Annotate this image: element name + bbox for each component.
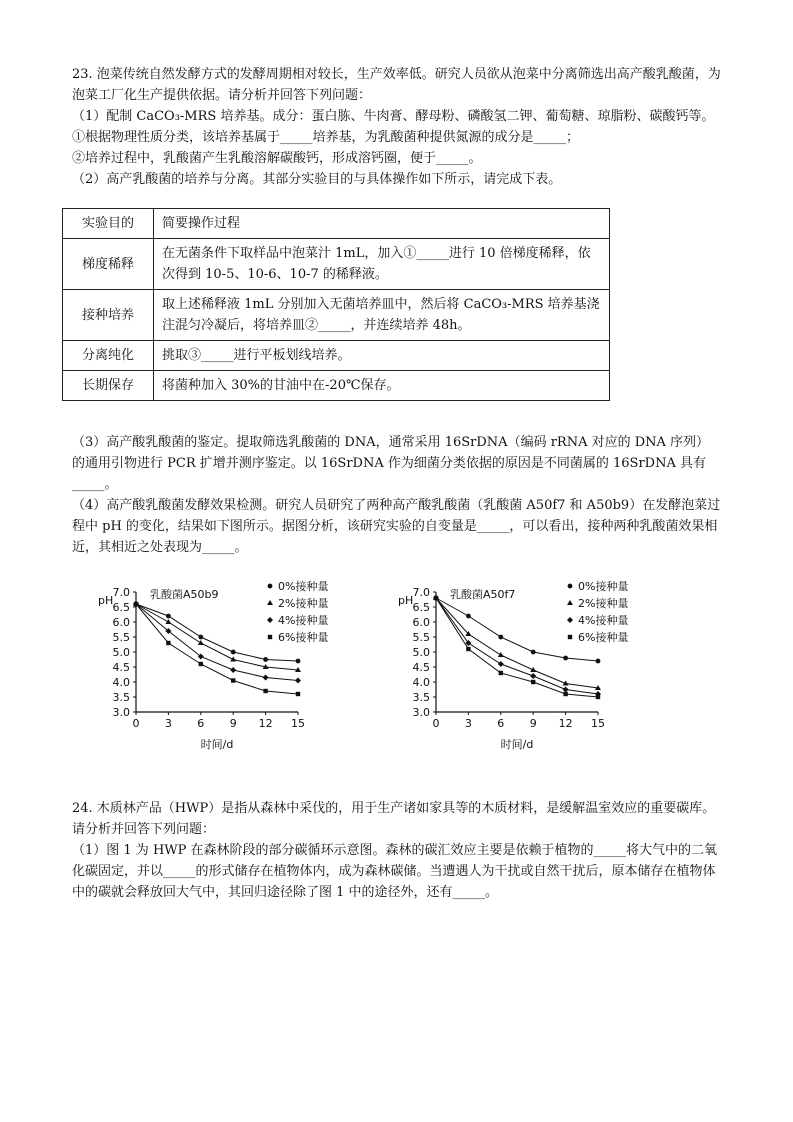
x-tick-label: 12 (258, 717, 273, 730)
x-tick-label: 0 (432, 717, 440, 730)
y-tick-label: 4.5 (412, 661, 430, 674)
y-axis-label: pH (398, 594, 414, 607)
q23-part1-b: ②培养过程中，乳酸菌产生乳酸溶解碳酸钙，形成溶钙圈，便于_____。 (72, 151, 482, 166)
y-tick-label: 5.0 (112, 646, 130, 659)
legend-label: 6%接种量 (578, 631, 629, 644)
data-point (134, 602, 138, 606)
y-tick-label: 6.0 (412, 616, 430, 629)
x-tick-label: 12 (558, 717, 573, 730)
data-point (231, 650, 236, 655)
legend-label: 2%接种量 (578, 597, 629, 610)
x-tick-label: 3 (464, 717, 472, 730)
x-tick-label: 9 (529, 717, 537, 730)
data-point (198, 635, 203, 640)
y-tick-label: 7.0 (112, 586, 130, 599)
ph-chart-a50b9 (80, 580, 400, 760)
legend-label: 0%接种量 (578, 580, 629, 593)
data-point (263, 675, 269, 681)
y-tick-label: 4.5 (112, 661, 130, 674)
data-point (466, 647, 470, 651)
data-point (295, 678, 301, 684)
q24-part1: （1）图 1 为 HWP 在森林阶段的部分碳循环示意图。森林的碳汇效应主要是依赖于植物的_____将大气中的二氧化碳固定，并以_____的形式储存在植物体内，成为森林碳储。当遭遇人为干扰或自然干扰后，原本储存在植物体中的碳就会释放回大气中，其回归途径除了图 1 中的途径外，还有_____。 (72, 843, 718, 900)
data-point (596, 695, 600, 699)
x-axis-label: 时间/d (200, 738, 234, 751)
x-tick-label: 15 (291, 717, 305, 730)
data-point (498, 661, 504, 667)
q23-part1: （1）配制 CaCO₃-MRS 培养基。成分：蛋白胨、牛肉膏、酵母粉、磷酸氢二钾、葡萄糖、琼脂粉、碳酸钙等。 (72, 109, 715, 124)
data-point (563, 687, 569, 693)
table-row (63, 371, 610, 401)
legend-marker (567, 600, 573, 605)
y-tick-label: 4.0 (412, 676, 430, 689)
y-tick-label: 6.5 (412, 601, 430, 614)
table-cell-purpose: 长期保存 (63, 371, 154, 401)
data-point (498, 635, 503, 640)
data-point (198, 640, 204, 645)
y-axis-label: pH (98, 594, 114, 607)
series-line (136, 604, 298, 681)
q23-part1-a: ①根据物理性质分类，该培养基属于_____培养基，为乳酸菌种提供氮源的成分是_____； (72, 130, 580, 145)
table-row (63, 341, 610, 371)
y-tick-label: 5.0 (412, 646, 430, 659)
legend-marker (268, 635, 272, 639)
data-point (230, 667, 236, 673)
x-tick-label: 9 (229, 717, 237, 730)
table-cell-purpose: 梯度稀释 (63, 239, 154, 290)
legend-label: 0%接种量 (278, 580, 329, 593)
data-point (563, 656, 568, 661)
data-point (499, 671, 503, 675)
y-tick-label: 5.5 (112, 631, 130, 644)
experiment-table (62, 208, 610, 401)
legend-label: 4%接种量 (578, 614, 629, 627)
q23-intro: 23. 泡菜传统自然发酵方式的发酵周期相对较长，生产效率低。研究人员欲从泡菜中分离筛选出高产酸乳酸菌，为泡菜工厂化生产提供依据。请分析并回答下列问题： (72, 67, 721, 103)
y-tick-label: 5.5 (412, 631, 430, 644)
legend-label: 6%接种量 (278, 631, 329, 644)
x-tick-label: 6 (497, 717, 505, 730)
data-point (296, 659, 301, 664)
chart-title: 乳酸菌A50b9 (150, 588, 219, 601)
y-tick-label: 7.0 (412, 586, 430, 599)
legend-labels (578, 580, 628, 644)
table-header-row (63, 209, 610, 239)
data-point (199, 662, 203, 666)
y-tick-label: 3.5 (412, 691, 430, 704)
legend-marker (267, 617, 273, 623)
x-tick-label: 3 (164, 717, 172, 730)
table-row (63, 290, 610, 341)
legend-marker (568, 635, 572, 639)
y-tick-label: 4.0 (112, 676, 130, 689)
q24-intro: 24. 木质林产品（HWP）是指从森林中采伐的，用于生产诸如家具等的木质材料，是缓解温室效应的重要碳库。请分析并回答下列问题： (72, 801, 716, 837)
q23-part4: （4）高产酸乳酸菌发酵效果检测。研究人员研究了两种高产酸乳酸菌（乳酸菌 A50f7 和 A50b9）在发酵泡菜过程中 pH 的变化，结果如下图所示。据图分析，该研究实验的自变量是_____，可以看出，接种两种乳酸菌效果相近，其相近之处表现为_____。 (72, 498, 721, 555)
data-point (166, 641, 170, 645)
chart-title: 乳酸菌A50f7 (450, 588, 516, 601)
data-point (165, 619, 171, 624)
x-axis-label: 时间/d (500, 738, 534, 751)
q23-part3: （3）高产酸乳酸菌的鉴定。提取筛选乳酸菌的 DNA，通常采用 16SrDNA（编码 rRNA 对应的 DNA 序列）的通用引物进行 PCR 扩增并测序鉴定。以 16SrDNA 作为细菌分类依据的原因是不同菌属的 16SrDNA 具有_____。 (72, 435, 710, 492)
legend-marker (567, 617, 573, 623)
table-cell-purpose: 接种培养 (63, 290, 154, 341)
data-point (231, 678, 235, 682)
data-point (434, 596, 438, 600)
data-point (531, 680, 535, 684)
series-line (436, 598, 598, 661)
series-line (436, 598, 598, 694)
y-tick-label: 3.0 (112, 706, 130, 719)
table-cell-procedure: 将菌种加入 30%的甘油中在-20℃保存。 (154, 371, 610, 401)
data-point (530, 673, 536, 679)
table-row (63, 239, 610, 290)
legend-marker (267, 600, 273, 605)
legend-marker (268, 584, 273, 589)
table-cell-procedure: 在无菌条件下取样品中泡菜汁 1mL，加入①_____进行 10 倍梯度稀释，依次得到 10-5、10-6、10-7 的稀释液。 (154, 239, 610, 290)
legend-label: 2%接种量 (278, 597, 329, 610)
x-tick-label: 6 (197, 717, 205, 730)
data-point (466, 614, 471, 619)
y-tick-label: 6.5 (112, 601, 130, 614)
data-point (498, 652, 504, 657)
y-tick-label: 3.5 (112, 691, 130, 704)
q23-part2: （2）高产乳酸菌的培养与分离。其部分实验目的与具体操作如下所示，请完成下表。 (72, 172, 562, 187)
data-point (263, 689, 267, 693)
table-cell-purpose: 分离纯化 (63, 341, 154, 371)
legend-label: 4%接种量 (278, 614, 329, 627)
ph-chart-a50f7 (380, 580, 700, 760)
data-point (230, 657, 236, 662)
data-point (296, 692, 300, 696)
legend-marker (568, 584, 573, 589)
table-header-cell: 简要操作过程 (154, 209, 610, 239)
table-cell-procedure: 取上述稀释液 1mL 分别加入无菌培养皿中，然后将 CaCO₃-MRS 培养基浇注混匀冷凝后，将培养皿②_____，并连续培养 48h。 (154, 290, 610, 341)
series-line (436, 598, 598, 697)
table-header-cell: 实验目的 (63, 209, 154, 239)
legend-labels (278, 580, 328, 644)
data-point (563, 692, 567, 696)
data-point (166, 614, 171, 619)
data-point (596, 659, 601, 664)
x-tick-label: 0 (132, 717, 140, 730)
data-point (531, 650, 536, 655)
y-tick-label: 6.0 (112, 616, 130, 629)
x-tick-label: 15 (591, 717, 605, 730)
table-cell-procedure: 挑取③_____进行平板划线培养。 (154, 341, 610, 371)
y-tick-label: 3.0 (412, 706, 430, 719)
data-point (263, 657, 268, 662)
